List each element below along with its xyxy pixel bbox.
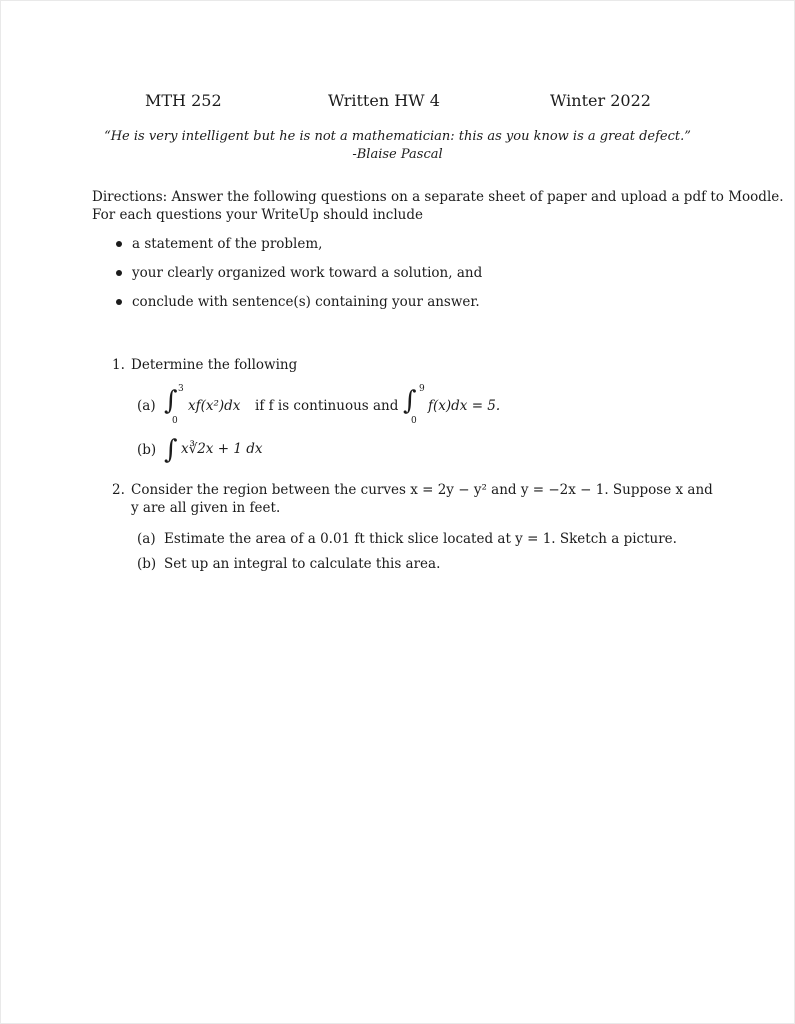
quote-author: -Blaise Pascal	[352, 147, 443, 162]
bullet-icon	[116, 270, 122, 276]
bullet-item	[116, 236, 322, 252]
problem-2a-text: Estimate the area of a 0.01 ft thick slice located at y = 1. Sketch a picture.	[164, 531, 677, 547]
bullet-item	[116, 265, 482, 281]
integral-sign-icon: ∫	[164, 386, 178, 416]
bullet-text: conclude with sentence(s) containing your answer.	[132, 294, 480, 310]
problem-1a-label: (a)	[137, 398, 156, 414]
problem-1-number: 1.	[112, 357, 125, 373]
problem-2-number: 2.	[112, 482, 125, 498]
integral-sign-icon: ∫	[403, 386, 417, 416]
bullet-text: your clearly organized work toward a solution, and	[132, 265, 483, 281]
directions-line-1: Directions: Answer the following questions on a separate sheet of paper and upload a pdf to Moodle.	[92, 189, 784, 205]
problem-2a-label: (a)	[137, 531, 156, 547]
integral-sign-icon: ∫	[164, 435, 178, 465]
lower-limit: 0	[172, 416, 178, 426]
upper-limit: 9	[419, 384, 425, 394]
directions-line-2: For each questions your WriteUp should include	[92, 207, 423, 223]
quote-text: “He is very intelligent but he is not a mathematician: this as you know is a great defect.”	[104, 129, 691, 144]
bullet-text: a statement of the problem,	[132, 236, 323, 252]
bullet-icon	[116, 241, 122, 247]
problem-2-line-2: y are all given in feet.	[131, 500, 281, 516]
problem-2b-text: Set up an integral to calculate this area.	[164, 556, 441, 572]
course-code: MTH 252	[145, 91, 222, 110]
integrand-1a-first: xf(x²)dx	[188, 398, 241, 414]
problem-2-line-1: Consider the region between the curves x = 2y − y² and y = −2x − 1. Suppose x and	[131, 482, 713, 498]
integral-1a-first	[164, 384, 184, 426]
problem-1b-label: (b)	[137, 442, 157, 458]
integrand-1b: x∛2x + 1 dx	[181, 441, 263, 457]
integral-1b	[164, 433, 178, 465]
term: Winter 2022	[550, 91, 651, 110]
problem-1a-condition: if f is continuous and	[255, 398, 399, 414]
integrand-1a-second: f(x)dx = 5.	[428, 398, 501, 414]
assignment-title: Written HW 4	[328, 91, 440, 110]
problem-1-text: Determine the following	[131, 357, 298, 373]
upper-limit: 3	[178, 384, 184, 394]
bullet-icon	[116, 299, 122, 305]
bullet-item	[116, 294, 480, 310]
lower-limit: 0	[411, 416, 417, 426]
integral-1a-second	[403, 384, 425, 426]
problem-2b-label: (b)	[137, 556, 157, 572]
